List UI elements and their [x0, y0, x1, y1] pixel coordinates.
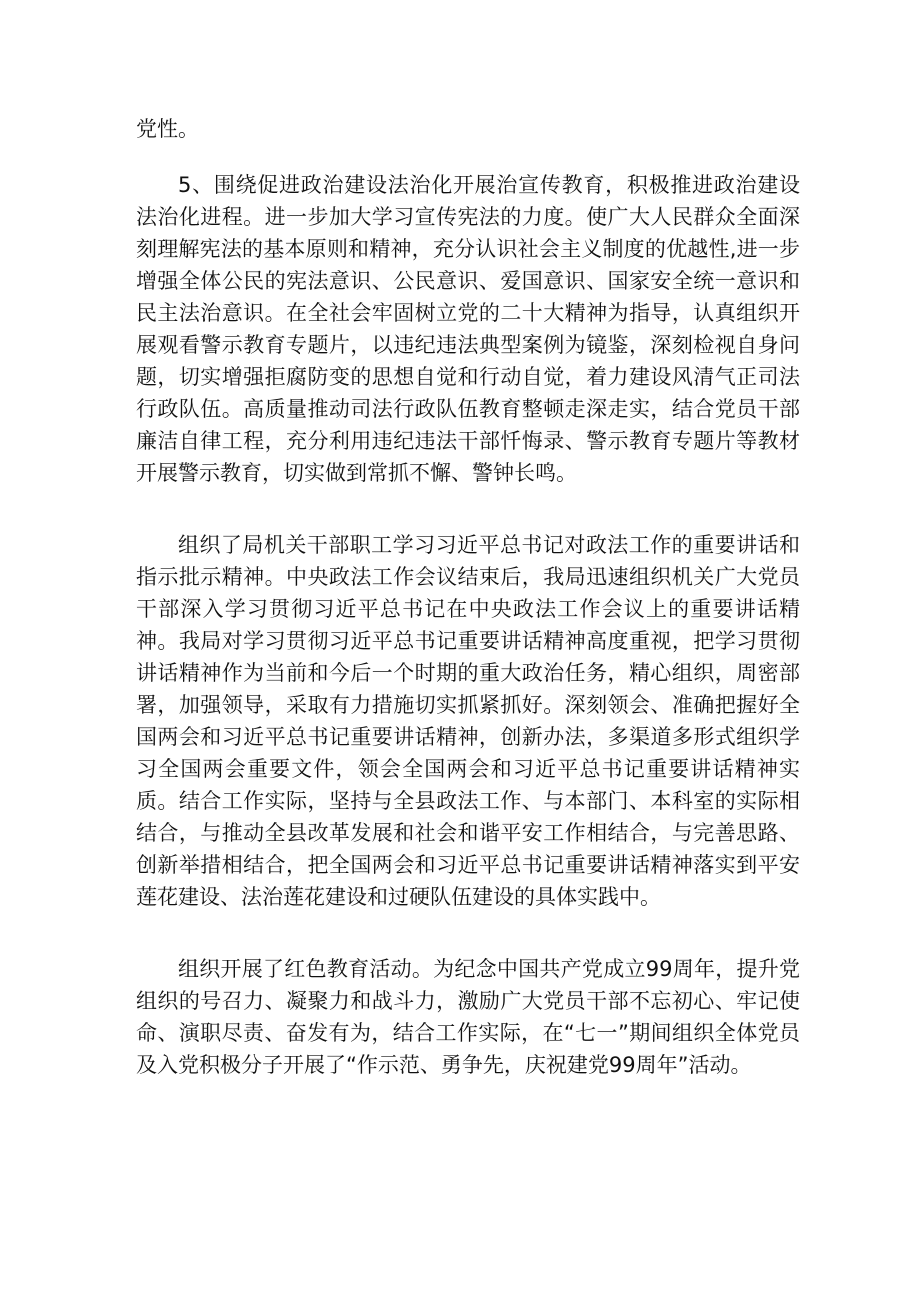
paragraph-item-5: 5、围绕促进政治建设法治化开展治宣传教育，积极推进政治建设法治化进程。进一步加大学习宣传宪法的力度。使广大人民群众全面深刻理解宪法的基本原则和精神，充分认识社会主义制度的优越性,进一步增强全体公民的宪法意识、公民意识、爱国意识、国家安全统一意识和民主法治意识。在全社会牢固树立党的二十大精神为指导，认真组织开展观看警示教育专题片，以违纪违法典型案例为镜鉴，深刻检视自身问题，切实增强拒腐防变的思想自觉和行动自觉，着力建设风清气正司法行政队伍。高质量推动司法行政队伍教育整顿走深走实，结合党员干部廉洁自律工程，充分利用违纪违法干部忏悔录、警示教育专题片等教材开展警示教育，切实做到常抓不懈、警钟长鸣。	[136, 173, 800, 485]
paragraph-study-speech: 组织了局机关干部职工学习习近平总书记对政法工作的重要讲话和指示批示精神。中央政法工作会议结束后，我局迅速组织机关广大党员干部深入学习贯彻习近平总书记在中央政法工作会议上的重要讲话精神。我局对学习贯彻习近平总书记重要讲话精神高度重视，把学习贯彻讲话精神作为当前和今后一个时期的重大政治任务，精心组织，周密部署，加强领导，采取有力措施切实抓紧抓好。深刻领会、准确把握好全国两会和习近平总书记重要讲话精神，创新办法，多渠道多形式组织学习全国两会重要文件，领会全国两会和习近平总书记重要讲话精神实质。结合工作实际，坚持与全县政法工作、与本部门、本科室的实际相结合，与推动全县改革发展和社会和谐平安工作相结合，与完善思路、创新举措相结合，把全国两会和习近平总书记重要讲话精神落实到平安莲花建设、法治莲花建设和过硬队伍建设的具体实践中。	[136, 533, 800, 909]
paragraph-continuation: 党性。	[136, 117, 199, 141]
document-body	[136, 113, 800, 1081]
paragraph-red-education: 组织开展了红色教育活动。为纪念中国共产党成立99周年，提升党组织的号召力、凝聚力和战斗力，激励广大党员干部不忘初心、牢记使命、演职尽责、奋发有为，结合工作实际，在“七一”期间组织全体党员及入党积极分子开展了“作示范、勇争先，庆祝建党99周年”活动。	[136, 957, 800, 1077]
